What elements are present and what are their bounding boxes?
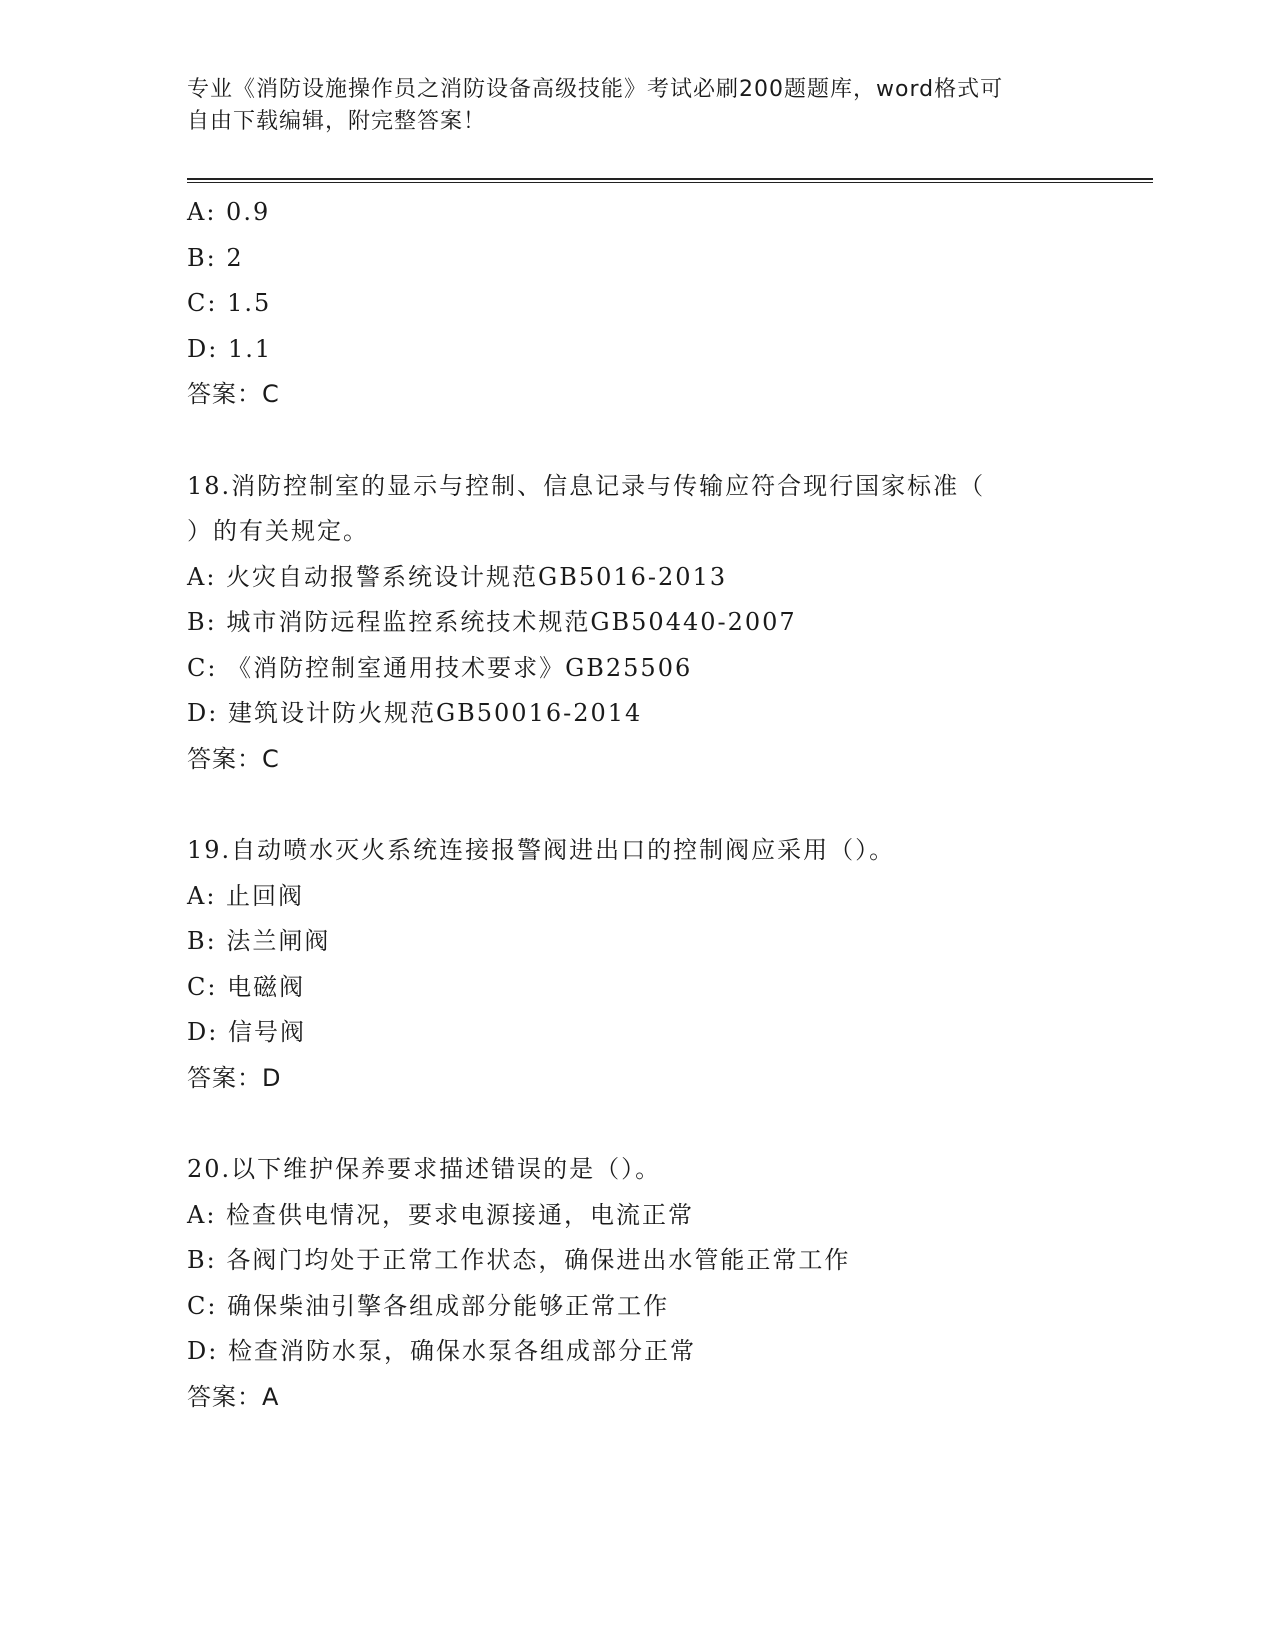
answer-line: 答案：C (187, 744, 280, 773)
answer-line: 答案：D (187, 1063, 282, 1092)
question-spacer (187, 418, 1107, 464)
option-d: D: 检查消防水泵，确保水泵各组成部分正常 (187, 1337, 696, 1365)
question-20 (187, 1147, 1107, 1420)
option-c: C: 电磁阀 (187, 972, 306, 1001)
header-title-line1: 专业《消防设施操作员之消防设备高级技能》考试必刷200题题库，word格式可 (187, 77, 1004, 102)
header-divider-thick (187, 178, 1153, 180)
option-a: A: 0.9 (187, 198, 271, 226)
question-18 (187, 464, 1107, 783)
option-b: B: 法兰闸阀 (187, 927, 331, 955)
option-c: C: 《消防控制室通用技术要求》GB25506 (187, 653, 693, 682)
question-list (187, 190, 1107, 1420)
question-spacer (187, 782, 1107, 828)
option-b: B: 各阀门均处于正常工作状态，确保进出水管能正常工作 (187, 1246, 851, 1274)
header-title-line2: 自由下载编辑，附完整答案！ (187, 109, 487, 134)
question-stem: 19.自动喷水灭火系统连接报警阀进出口的控制阀应采用（）。 (187, 836, 896, 864)
answer-line: 答案：A (187, 1382, 280, 1411)
question-stem-line2: ）的有关规定。 (187, 517, 369, 545)
option-a: A: 止回阀 (187, 881, 305, 910)
option-d: D: 1.1 (187, 334, 273, 363)
option-b: B: 城市消防远程监控系统技术规范GB50440-2007 (187, 608, 797, 636)
question-stem-line1: 18.消防控制室的显示与控制、信息记录与传输应符合现行国家标准（ (187, 471, 986, 500)
question-spacer (187, 1101, 1107, 1147)
option-d: D: 建筑设计防火规范GB50016-2014 (187, 699, 643, 727)
option-c: C: 确保柴油引擎各组成部分能够正常工作 (187, 1291, 670, 1320)
option-b: B: 2 (187, 243, 244, 272)
option-d: D: 信号阀 (187, 1018, 306, 1046)
answer-line: 答案：C (187, 380, 280, 408)
question-19 (187, 828, 1107, 1101)
option-a: A: 火灾自动报警系统设计规范GB5016-2013 (187, 562, 728, 591)
header-divider-thin (187, 182, 1153, 183)
document-header (187, 74, 1067, 138)
option-a: A: 检查供电情况，要求电源接通，电流正常 (187, 1200, 695, 1229)
question-17 (187, 190, 1107, 418)
option-c: C: 1.5 (187, 289, 272, 317)
question-stem: 20.以下维护保养要求描述错误的是（）。 (187, 1155, 662, 1183)
